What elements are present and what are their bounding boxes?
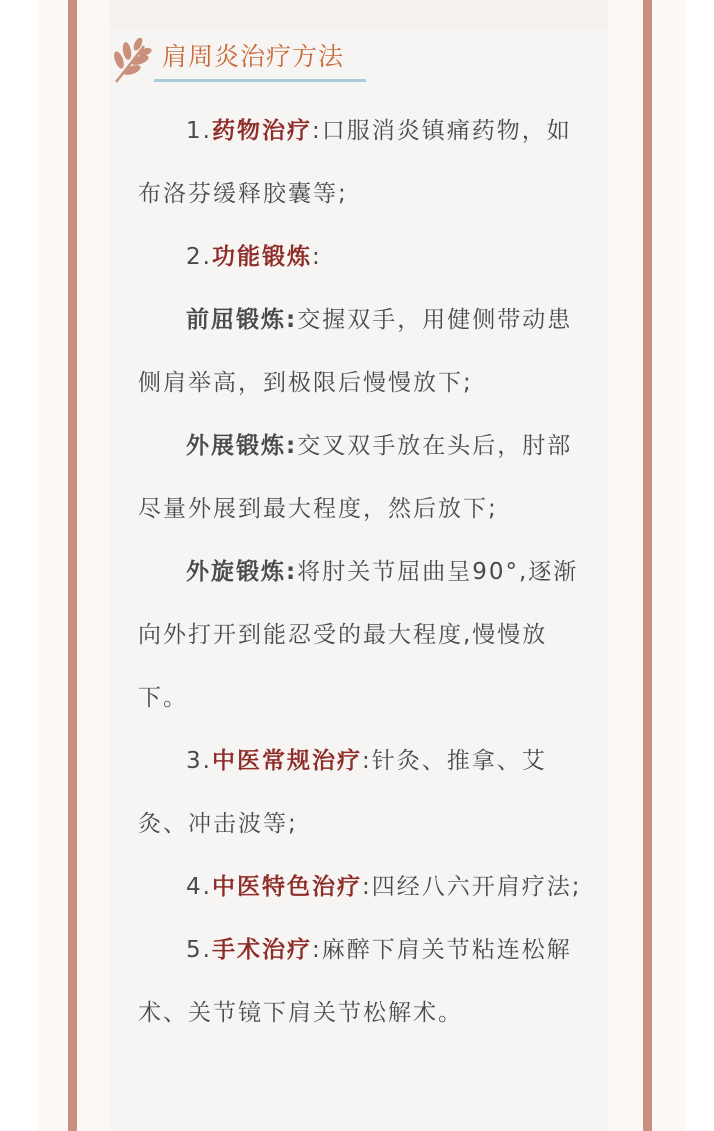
item-number: 4. bbox=[186, 874, 212, 900]
item-number: 1. bbox=[186, 118, 212, 144]
term-forward-flexion: 前屈锻炼: bbox=[186, 307, 298, 333]
term-tcm-special: 中医特色治疗 bbox=[211, 874, 362, 900]
term-abduction: 外展锻炼: bbox=[186, 433, 298, 459]
paragraph-text: :针灸、推拿、艾灸、冲击波等; bbox=[138, 748, 547, 837]
term-external-rotation: 外旋锻炼: bbox=[186, 559, 298, 585]
term-functional-exercise: 功能锻炼 bbox=[211, 244, 312, 270]
paragraph-text: : bbox=[311, 244, 322, 270]
paragraph-text: 交握双手，用健侧带动患侧肩举高，到极限后慢慢放下; bbox=[138, 307, 573, 396]
panel-top-cap bbox=[110, 0, 608, 28]
paragraph-text: 将肘关节屈曲呈90°,逐渐向外打开到能忍受的最大程度,慢慢放下。 bbox=[138, 559, 579, 711]
item-number: 3. bbox=[186, 748, 212, 774]
paragraph-tcm-routine bbox=[138, 730, 586, 856]
paragraph-text: :口服消炎镇痛药物，如布洛芬缓释胶囊等; bbox=[138, 118, 572, 207]
item-number: 2. bbox=[186, 244, 212, 270]
term-drug-therapy: 药物治疗 bbox=[211, 118, 312, 144]
paragraph-functional-exercise bbox=[138, 226, 586, 289]
section-heading bbox=[110, 38, 410, 84]
right-border-rail bbox=[643, 0, 652, 1131]
section-title: 肩周炎治疗方法 bbox=[162, 42, 345, 71]
paragraph-surgery bbox=[138, 919, 586, 1045]
article-body bbox=[138, 100, 586, 1045]
wheat-leaf-icon bbox=[110, 38, 152, 84]
paragraph-text: :麻醉下肩关节粘连松解术、关节镜下肩关节松解术。 bbox=[138, 937, 572, 1026]
paragraph-text: 交叉双手放在头后，肘部尽量外展到最大程度，然后放下; bbox=[138, 433, 573, 522]
paragraph-external-rotation bbox=[138, 541, 586, 730]
title-underline bbox=[154, 79, 366, 82]
paragraph-abduction bbox=[138, 415, 586, 541]
paragraph-tcm-special bbox=[138, 856, 586, 919]
item-number: 5. bbox=[186, 937, 212, 963]
paragraph-forward-flexion bbox=[138, 289, 586, 415]
term-surgery: 手术治疗 bbox=[211, 937, 312, 963]
paragraph-drug-therapy bbox=[138, 100, 586, 226]
paragraph-text: :四经八六开肩疗法; bbox=[361, 874, 582, 900]
term-tcm-routine: 中医常规治疗 bbox=[211, 748, 362, 774]
left-border-rail bbox=[68, 0, 77, 1131]
